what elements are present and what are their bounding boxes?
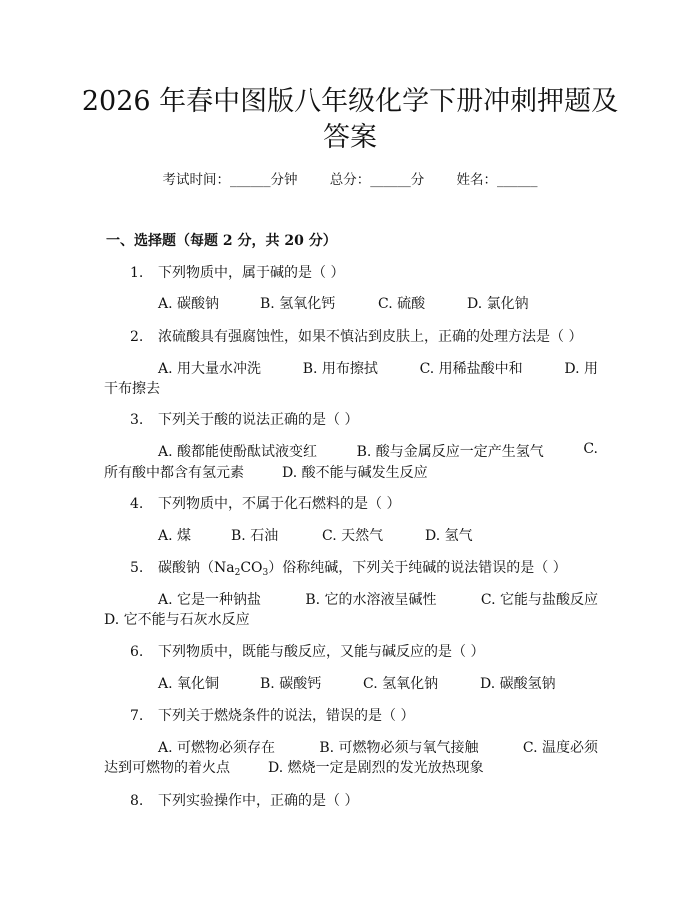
question-text: 下列实验操作中，正确的是（ ） [158, 793, 359, 809]
question-6-options [158, 673, 556, 693]
total-score-field: 总分：______分 [329, 172, 425, 188]
question-2 [130, 326, 582, 346]
option-d: D. 氯化钠 [467, 296, 529, 312]
question-3-options [158, 441, 598, 461]
option-a: A. 煤 [158, 528, 192, 544]
question-7-options [158, 737, 598, 757]
question-1-options [158, 293, 529, 313]
question-number: 3. [130, 412, 144, 428]
question-text: 下列物质中，不属于化石燃料的是（ ） [158, 496, 401, 512]
question-4 [130, 493, 400, 513]
question-3 [130, 409, 358, 429]
section-heading: 一、选择题（每题 2 分，共 20 分） [106, 233, 337, 249]
question-2-options-cont: 干布擦去 [104, 381, 160, 397]
option-b: B. 可燃物必须与氧气接触 [319, 740, 479, 756]
option-d: D. 氢气 [425, 528, 473, 544]
option-c: C. [583, 441, 598, 457]
exam-time-field: 考试时间：______分钟 [162, 172, 298, 188]
question-text-before: 碳酸钠（Na [158, 560, 235, 576]
option-c: C. 温度必须 [522, 740, 598, 756]
question-5 [130, 557, 567, 578]
question-text: 下列关于酸的说法正确的是（ ） [158, 412, 359, 428]
question-3-options-cont [104, 462, 428, 482]
option-b: B. 用布擦拭 [302, 361, 378, 377]
option-c-cont: 所有酸中都含有氢元素 [104, 465, 244, 481]
page-title-line2: 答案 [323, 122, 377, 153]
option-a: A. 可燃物必须存在 [158, 740, 276, 756]
question-1 [130, 262, 344, 282]
option-c: C. 天然气 [322, 528, 384, 544]
option-b: B. 石油 [231, 528, 279, 544]
exam-meta [0, 168, 700, 188]
option-b: B. 氢氧化钙 [260, 296, 336, 312]
question-8 [130, 790, 358, 810]
question-number: 8. [130, 793, 144, 809]
question-5-options-cont: D. 它不能与石灰水反应 [104, 612, 250, 628]
option-c: C. 氢氧化钠 [363, 676, 439, 692]
student-name-field: 姓名：______ [456, 172, 538, 188]
question-7 [130, 705, 414, 725]
question-number: 2. [130, 329, 144, 345]
question-5-options [158, 589, 598, 609]
question-6 [130, 641, 484, 661]
question-text: 下列物质中，属于碱的是（ ） [158, 265, 345, 281]
option-c: C. 用稀盐酸中和 [419, 361, 523, 377]
question-text: 浓硫酸具有强腐蚀性，如果不慎沾到皮肤上，正确的处理方法是（ ） [158, 329, 583, 345]
option-c: C. 它能与盐酸反应 [480, 592, 598, 608]
option-c-cont: 达到可燃物的着火点 [104, 760, 230, 776]
option-b: B. 它的水溶液呈碱性 [305, 592, 437, 608]
option-d: D. 酸不能与碱发生反应 [282, 465, 428, 481]
option-a: A. 酸都能使酚酞试液变红 [158, 444, 318, 460]
option-a: A. 它是一种钠盐 [158, 592, 262, 608]
option-a: A. 氧化铜 [158, 676, 220, 692]
subscript: 3 [262, 568, 269, 578]
question-number: 1. [130, 265, 144, 281]
subscript: 2 [234, 568, 241, 578]
question-4-options [158, 525, 473, 545]
question-number: 5. [130, 560, 144, 576]
option-c: C. 硫酸 [378, 296, 426, 312]
option-b: B. 碳酸钙 [260, 676, 322, 692]
question-number: 4. [130, 496, 144, 512]
question-number: 7. [130, 708, 144, 724]
option-a: A. 碳酸钠 [158, 296, 220, 312]
option-a: A. 用大量水冲洗 [158, 361, 262, 377]
page-title-line1: 2026 年春中图版八年级化学下册冲刺押题及 [81, 86, 619, 117]
question-text-mid: CO [240, 560, 263, 576]
option-d: D. 燃烧一定是剧烈的发光放热现象 [268, 760, 484, 776]
question-text-after: ）俗称纯碱，下列关于纯碱的说法错误的是（ ） [268, 560, 567, 576]
question-text: 下列物质中，既能与酸反应，又能与碱反应的是（ ） [158, 644, 485, 660]
question-text: 下列关于燃烧条件的说法，错误的是（ ） [158, 708, 415, 724]
question-7-options-cont [104, 757, 484, 777]
option-d: D. 用 [564, 361, 598, 377]
question-number: 6. [130, 644, 144, 660]
question-2-options [158, 358, 598, 378]
option-b: B. 酸与金属反应一定产生氢气 [356, 444, 544, 460]
option-d: D. 碳酸氢钠 [480, 676, 556, 692]
